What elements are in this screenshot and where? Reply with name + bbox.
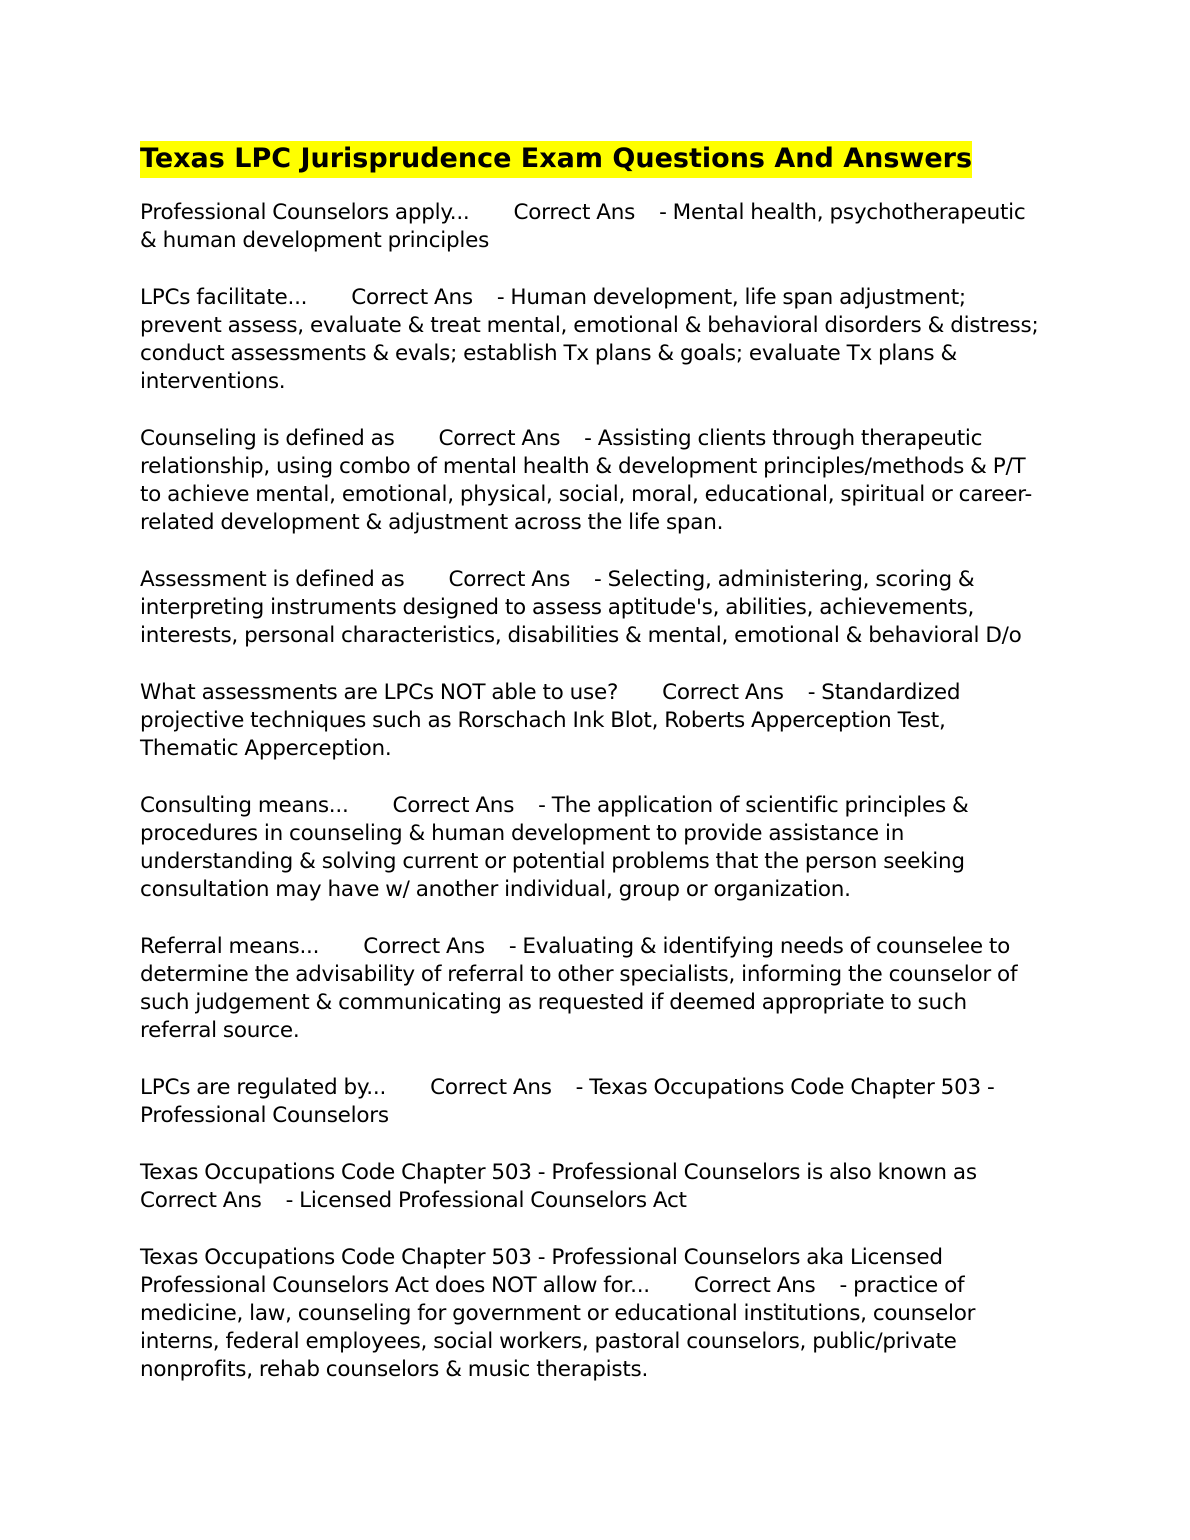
document-title-text: Texas LPC Jurisprudence Exam Questions And Answers	[140, 141, 972, 178]
correct-answer-label: Correct Ans	[363, 934, 485, 959]
question-text: Referral means...	[140, 934, 320, 959]
question-text: Texas Occupations Code Chapter 503 - Professional Counselors is also known as	[140, 1160, 977, 1185]
correct-answer-label: Correct Ans	[693, 1273, 816, 1298]
correct-answer-label: Correct Ans	[448, 567, 571, 592]
qa-item	[140, 679, 1045, 763]
question-text: Assessment is defined as	[140, 567, 405, 592]
question-text: What assessments are LPCs NOT able to use?	[140, 680, 619, 705]
answer-text: - Selecting, administering, scoring & interpreting instruments designed to assess aptitude's, abilities, achievements, interests, personal characteristics, disabilities & mental, emotional & behavioral D/o	[140, 567, 1022, 648]
correct-answer-label: Correct Ans	[430, 1075, 552, 1100]
qa-item	[140, 566, 1045, 650]
qa-item	[140, 1244, 1045, 1384]
answer-text: - Evaluating & identifying needs of counselee to determine the advisability of referral to other specialists, informing the counselor of such judgement & communicating as requested if deemed appropriate to such referral source.	[140, 934, 1018, 1043]
question-text: Texas Occupations Code Chapter 503 - Professional Counselors aka Licensed Professional Counselors Act does NOT allow for...	[140, 1245, 943, 1298]
qa-item	[140, 199, 1045, 255]
answer-text: - Standardized projective techniques such as Rorschach Ink Blot, Roberts Apperception Test, Thematic Apperception.	[140, 680, 961, 761]
answer-text: - Licensed Professional Counselors Act	[285, 1188, 687, 1213]
correct-answer-label: Correct Ans	[438, 426, 561, 451]
question-text: Counseling is defined as	[140, 426, 395, 451]
answer-text: - Texas Occupations Code Chapter 503 - Professional Counselors	[140, 1075, 995, 1128]
answer-text: - The application of scientific principles & procedures in counseling & human development to provide assistance in understanding & solving current or potential problems that the person seeking consultation may have w/ another individual, group or organization.	[140, 793, 969, 902]
correct-answer-label: Correct Ans	[351, 285, 473, 310]
document-page	[140, 139, 1045, 1413]
qa-item	[140, 1074, 1045, 1130]
qa-item	[140, 933, 1045, 1045]
question-text: LPCs facilitate...	[140, 285, 308, 310]
correct-answer-label: Correct Ans	[513, 200, 636, 225]
question-text: Professional Counselors apply...	[140, 200, 470, 225]
answer-text: - Assisting clients through therapeutic relationship, using combo of mental health & development principles/methods & P/T to achieve mental, emotional, physical, social, moral, educational, spiritual or career-related development & adjustment across the life span.	[140, 426, 1032, 535]
correct-answer-label: Correct Ans	[140, 1188, 262, 1213]
document-title	[140, 139, 1045, 179]
answer-text: - Human development, life span adjustment; prevent assess, evaluate & treat mental, emotional & behavioral disorders & distress; conduct assessments & evals; establish Tx plans & goals; evaluate Tx plans & interventions.	[140, 285, 1039, 394]
qa-item	[140, 425, 1045, 537]
qa-item	[140, 1159, 1045, 1215]
correct-answer-label: Correct Ans	[662, 680, 784, 705]
question-text: Consulting means...	[140, 793, 349, 818]
answer-text: - Mental health, psychotherapeutic & human development principles	[140, 200, 1026, 253]
question-text: LPCs are regulated by...	[140, 1075, 387, 1100]
qa-item	[140, 284, 1045, 396]
qa-item	[140, 792, 1045, 904]
correct-answer-label: Correct Ans	[392, 793, 515, 818]
answer-text: - practice of medicine, law, counseling for government or educational institutions, counselor interns, federal employees, social workers, pastoral counselors, public/private nonprofits, rehab counselors & music therapists.	[140, 1273, 976, 1382]
